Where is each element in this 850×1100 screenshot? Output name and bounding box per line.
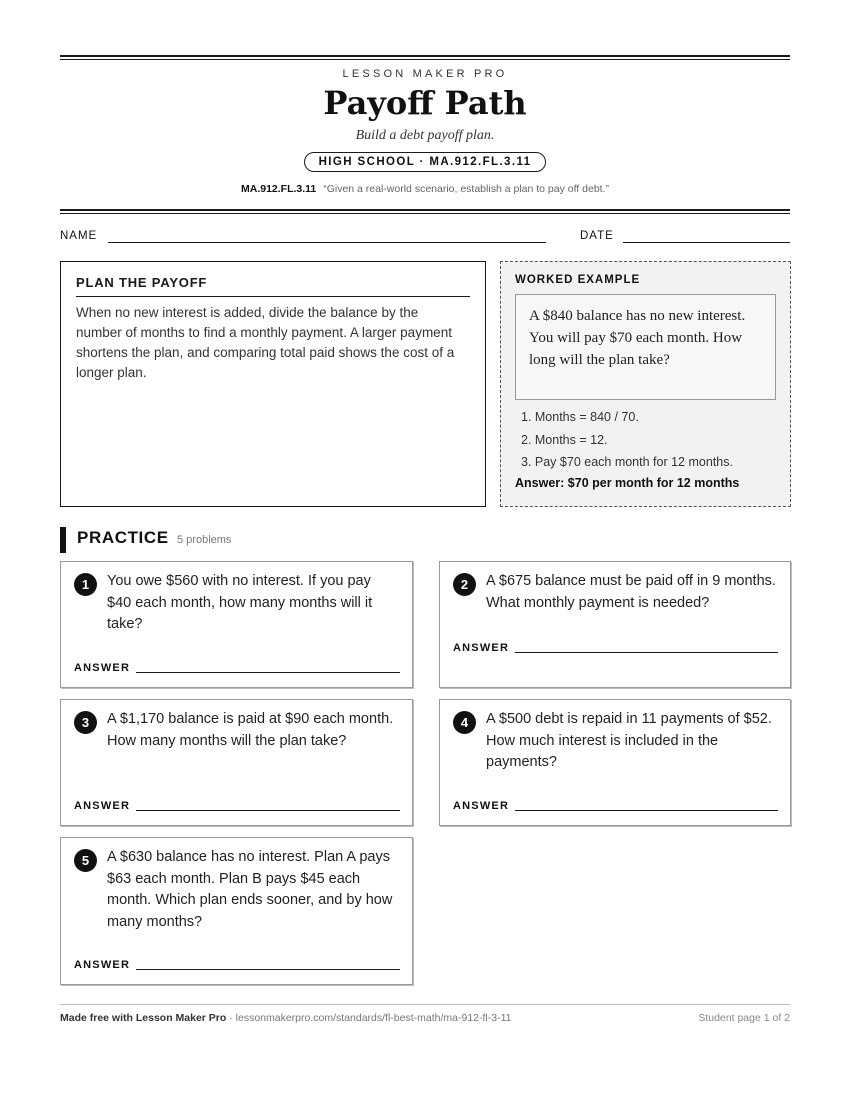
footer-url[interactable]: lessonmakerpro.com/standards/fl-best-math/ma-912-fl-3-11 [235,1012,512,1024]
date-field[interactable] [623,242,790,243]
grade-standard-badge: HIGH SCHOOL · MA.912.FL.3.11 [304,152,547,172]
answer-label: ANSWER [74,959,131,971]
problem-card [439,561,791,688]
answer-label: ANSWER [453,800,510,812]
problem-card [60,837,413,985]
footer-made-with: Made free with Lesson Maker Pro [60,1012,227,1024]
practice-count: 5 problems [177,534,232,546]
footer-page-number: Student page 1 of 2 [698,1012,790,1024]
name-label: NAME [60,230,98,242]
worked-example-steps [515,406,776,474]
name-field[interactable] [108,242,546,243]
worked-example-box [500,261,791,507]
plan-the-payoff-box [60,261,486,507]
answer-field[interactable] [136,672,400,673]
standard-text: “Given a real-world scenario, establish a plan to pay off debt.” [323,183,609,195]
standard-description [0,183,850,195]
worked-example-title: WORKED EXAMPLE [515,274,641,286]
standard-code: MA.912.FL.3.11 [240,183,317,195]
plan-body: When no new interest is added, divide the balance by the number of months to find a monthly payment. A larger payment shortens the plan, and comparing total paid shows the cost of a longer plan. [76,305,455,380]
answer-field[interactable] [515,810,778,811]
problem-text: A $1,170 balance is paid at $90 each month. How many months will the plan take? [107,711,394,749]
problem-text: A $675 balance must be paid off in 9 months. What monthly payment is needed? [486,573,776,611]
problem-number: 1 [74,573,97,596]
problem-card [60,561,413,688]
date-label: DATE [580,230,614,242]
worked-example-prompt: A $840 balance has no new interest. You will pay $70 each month. How long will the plan take? [515,294,776,400]
worked-example-step: 1. Months = 840 / 70. [521,410,639,424]
problem-number: 2 [453,573,476,596]
problem-number: 3 [74,711,97,734]
brand-name: LESSON MAKER PRO [342,68,508,80]
answer-field[interactable] [136,810,400,811]
worked-example-answer: Answer: $70 per month for 12 months [515,475,740,490]
answer-label: ANSWER [74,800,131,812]
plan-title: PLAN THE PAYOFF [76,275,470,297]
problem-text: A $630 balance has no interest. Plan A pays $63 each month. Plan B pays $45 each month. Which plan ends sooner, and by how many months? [107,849,393,930]
problem-card [60,699,413,826]
worksheet-subtitle: Build a debt payoff plan. [355,128,495,143]
practice-accent-bar [60,527,66,553]
worked-example-step: 3. Pay $70 each month for 12 months. [521,455,733,469]
footer-separator: · [226,1012,236,1024]
header-bottom-rule [60,209,790,214]
worksheet-title: Payoff Path [323,84,527,122]
answer-label: ANSWER [453,642,510,654]
problem-card [439,699,791,826]
problem-text: A $500 debt is repaid in 11 payments of $52. How much interest is included in the payments? [486,711,772,770]
header-top-rule [60,55,790,60]
footer-rule [60,1004,790,1005]
problem-text: You owe $560 with no interest. If you pay $40 each month, how many months will it take? [107,573,373,632]
problem-number: 5 [74,849,97,872]
footer-credit [60,1012,512,1024]
practice-title: PRACTICE [77,528,169,547]
worked-example-step: 2. Months = 12. [521,432,608,447]
answer-label: ANSWER [74,662,131,674]
answer-field[interactable] [136,969,400,970]
problem-number: 4 [453,711,476,734]
answer-field[interactable] [515,652,778,653]
